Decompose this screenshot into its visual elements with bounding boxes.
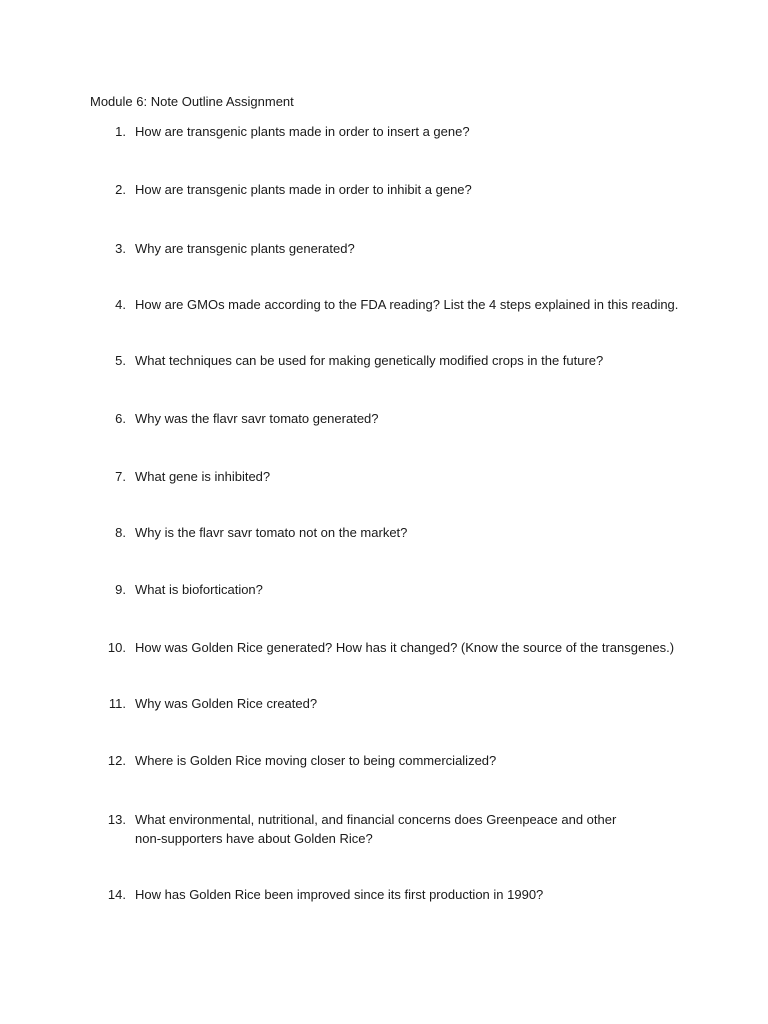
question-number: 14. [107, 887, 126, 902]
question-text: How are transgenic plants made in order to inhibit a gene? [135, 182, 472, 197]
question-number: 12. [107, 753, 126, 768]
question-number: 7. [115, 469, 126, 484]
question-number: 3. [115, 241, 126, 256]
question-number: 13. [107, 812, 126, 827]
question-text: Why is the flavr savr tomato not on the market? [135, 525, 408, 540]
question-number: 8. [115, 525, 126, 540]
question-text: What gene is inhibited? [135, 469, 271, 484]
question-number: 10. [107, 640, 126, 655]
question-number: 4. [115, 297, 126, 312]
document-title: Module 6: Note Outline Assignment [90, 94, 294, 109]
question-text: What techniques can be used for making genetically modified crops in the future? [135, 353, 604, 368]
question-number: 11. [108, 696, 126, 711]
question-text: How are GMOs made according to the FDA reading? List the 4 steps explained in this reading. [135, 297, 679, 312]
question-text: Why are transgenic plants generated? [135, 241, 355, 256]
question-number: 2. [115, 182, 126, 197]
question-number: 5. [115, 353, 126, 368]
question-text: How was Golden Rice generated? How has it changed? (Know the source of the transgenes.) [135, 640, 675, 655]
question-text: How has Golden Rice been improved since its first production in 1990? [135, 887, 544, 902]
question-text: Where is Golden Rice moving closer to being commercialized? [135, 753, 497, 768]
question-number: 6. [115, 411, 126, 426]
question-text: Why was the flavr savr tomato generated? [135, 411, 379, 426]
question-text: How are transgenic plants made in order to insert a gene? [135, 124, 470, 139]
question-text: What environmental, nutritional, and financial concerns does Greenpeace and other non-supporters have about Golden Rice? [135, 812, 617, 846]
question-number: 1. [115, 124, 126, 139]
question-text: Why was Golden Rice created? [135, 696, 318, 711]
question-number: 9. [115, 582, 126, 597]
question-text: What is biofortication? [135, 582, 263, 597]
